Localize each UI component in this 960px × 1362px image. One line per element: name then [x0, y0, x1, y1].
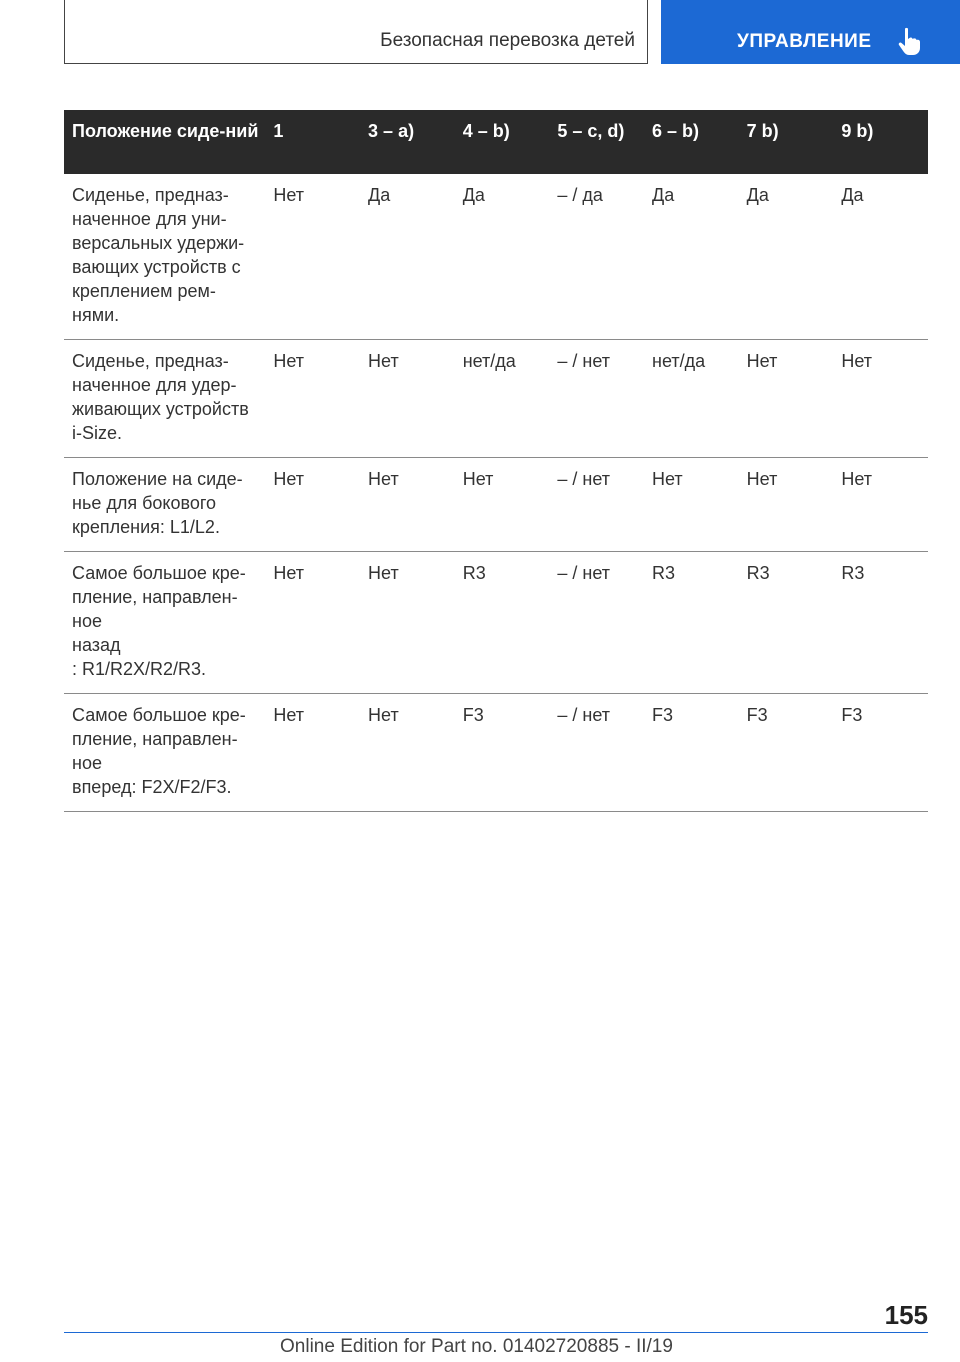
table-cell: F3: [739, 694, 834, 812]
table-cell: нет/да: [455, 340, 550, 458]
table-cell: нет/да: [644, 340, 739, 458]
table-cell: Нет: [739, 340, 834, 458]
table-cell: R3: [455, 552, 550, 694]
table-row: [64, 174, 928, 340]
column-header: 7 b): [739, 110, 834, 174]
column-header: Положение сиде-ний: [64, 110, 265, 174]
table-cell: Нет: [265, 552, 360, 694]
table-cell: Самое большое кре-пление, направлен-ное вперед: F2X/F2/F3.: [64, 694, 265, 812]
table-cell: R3: [833, 552, 928, 694]
child-seat-table: [64, 110, 928, 812]
table-cell: Да: [455, 174, 550, 340]
table-cell: Нет: [644, 458, 739, 552]
table-cell: F3: [833, 694, 928, 812]
table-cell: – / нет: [549, 694, 644, 812]
column-header: 1: [265, 110, 360, 174]
table-cell: Нет: [265, 340, 360, 458]
section-header: [64, 0, 648, 64]
table-cell: F3: [455, 694, 550, 812]
column-header: 5 – c, d): [549, 110, 644, 174]
table-row: [64, 552, 928, 694]
table-cell: – / нет: [549, 552, 644, 694]
hand-pointer-icon: [896, 26, 922, 56]
chapter-header[interactable]: [661, 0, 960, 64]
table-cell: Нет: [739, 458, 834, 552]
table-cell: Нет: [265, 174, 360, 340]
table-cell: Нет: [360, 340, 455, 458]
table-cell: Сиденье, предназ-наченное для удер-живающих устройств i-Size.: [64, 340, 265, 458]
table-cell: Нет: [265, 694, 360, 812]
table-cell: Положение на сиде-нье для бокового крепления: L1/L2.: [64, 458, 265, 552]
table-cell: Нет: [360, 552, 455, 694]
table-row: [64, 458, 928, 552]
table-cell: Нет: [360, 694, 455, 812]
table-cell: F3: [644, 694, 739, 812]
table-cell: R3: [644, 552, 739, 694]
edition-text: Online Edition for Part no. 01402720885 - II/19: [280, 1336, 673, 1357]
column-header: 9 b): [833, 110, 928, 174]
column-header: 4 – b): [455, 110, 550, 174]
page-number: 155: [884, 1300, 928, 1330]
section-title: Безопасная перевозка детей: [380, 30, 635, 51]
table-cell: Нет: [833, 340, 928, 458]
table-cell: Сиденье, предназ-наченное для уни-версальных удержи-вающих устройств с креплением рем-нями.: [64, 174, 265, 340]
column-header: 6 – b): [644, 110, 739, 174]
table-cell: R3: [739, 552, 834, 694]
chapter-title: УПРАВЛЕНИЕ: [737, 31, 872, 52]
table-cell: – / нет: [549, 458, 644, 552]
table-cell: Нет: [265, 458, 360, 552]
table-cell: Да: [360, 174, 455, 340]
table-header-row: [64, 110, 928, 174]
table-row: [64, 340, 928, 458]
table-cell: Нет: [360, 458, 455, 552]
table-cell: Да: [644, 174, 739, 340]
table-cell: Да: [739, 174, 834, 340]
table-cell: – / да: [549, 174, 644, 340]
table-cell: – / нет: [549, 340, 644, 458]
table-cell: Нет: [833, 458, 928, 552]
table-cell: Самое большое кре-пление, направлен-ное назад : R1/R2X/R2/R3.: [64, 552, 265, 694]
table-cell: Да: [833, 174, 928, 340]
table-row: [64, 694, 928, 812]
footer-divider: [64, 1332, 928, 1333]
column-header: 3 – a): [360, 110, 455, 174]
table-cell: Нет: [455, 458, 550, 552]
